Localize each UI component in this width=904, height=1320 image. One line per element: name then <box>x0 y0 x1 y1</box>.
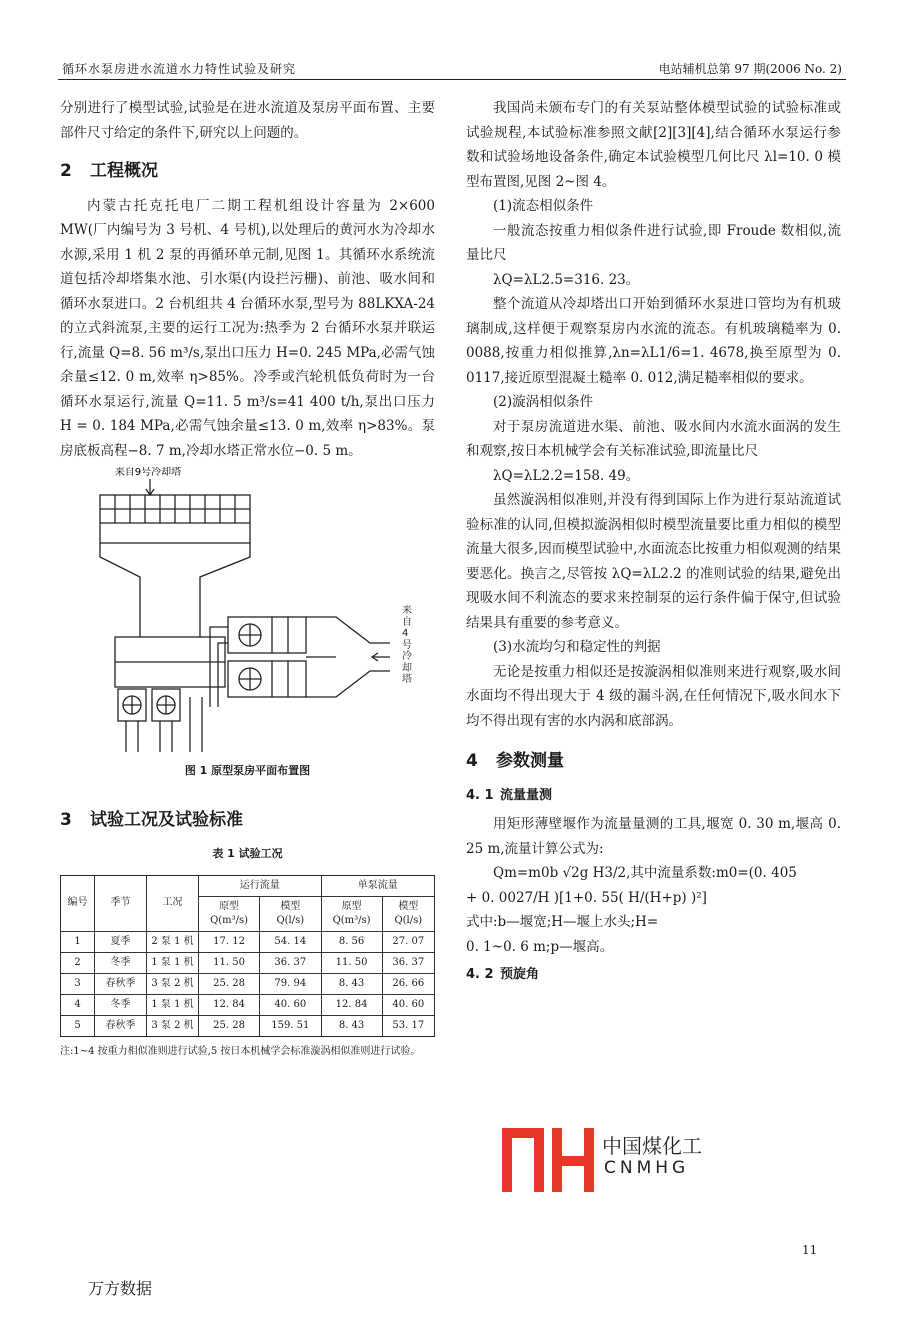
item-flow-similarity: (1)流态相似条件 <box>493 198 594 214</box>
roughness-paragraph: 整个流道从冷却塔出口开始到循环水泵进口管均为有机玻璃制成,这样便于观察泵房内水流的流态。有机玻璃糙率为 0. 0088,按重力相似推算,λn=λL1/6=1. 4678,换至原型为 0. 0117,接近原型混凝土糙率 0. 012,满足糙率相似的要求。 <box>466 296 841 386</box>
table-row <box>61 1015 435 1036</box>
table-cell: 3 泵 2 机 <box>147 1015 199 1036</box>
table-note: 注:1~4 按重力相似准则进行试验,5 按日本机械学会标准漩涡相似准则进行试验。 <box>60 1045 421 1057</box>
table-cell: 5 <box>61 1015 95 1036</box>
vortex-discussion-paragraph: 虽然漩涡相似准则,并没有得到国际上作为进行泵站流道试验标准的认同,但模拟漩涡相似时模型流量要比重力相似的模型流量大很多,因而模型试验中,水面流态比按重力相似观测的结果要恶化。换言之,尽管按 λQ=λL2.2 的准则试验的结果,避免出现吸水间不利流态的要求来控制泵的运行条件偏于保守,但试验结果具有重要的参考意义。 <box>466 492 841 631</box>
item-vortex-similarity: (2)漩涡相似条件 <box>493 394 594 410</box>
table-cell: 40. 60 <box>382 994 434 1015</box>
weir-paragraph: 用矩形薄壁堰作为流量量测的工具,堰宽 0. 30 m,堰高 0. 25 m,流量计算公式为: <box>466 816 841 857</box>
table-cell: 夏季 <box>95 931 147 952</box>
section-4-heading <box>466 749 841 774</box>
table-cell: 27. 07 <box>382 931 434 952</box>
formula-lambda-q-gravity: λQ=λL2.5=316. 23。 <box>493 271 640 288</box>
table-cell: 79. 94 <box>260 973 321 994</box>
figure-label-right: 来自4号冷却塔 <box>402 605 412 685</box>
section-number: 4 <box>466 751 478 771</box>
pump-house-layout-diagram <box>60 467 435 757</box>
section-title: 试验工况及试验标准 <box>90 809 243 830</box>
page-number: 11 <box>802 1243 818 1257</box>
col-header-mode: 工况 <box>147 875 199 931</box>
table-cell: 12. 84 <box>199 994 260 1015</box>
table-cell: 3 <box>61 973 95 994</box>
table-cell: 2 <box>61 952 95 973</box>
watermark-logo <box>500 1124 710 1196</box>
subsection-number: 4. 2 <box>466 967 494 982</box>
table-cell: 1 泵 1 机 <box>147 952 199 973</box>
header-journal-issue: 电站辅机总第 97 期(2006 No. 2) <box>658 62 842 76</box>
table-cell: 40. 60 <box>260 994 321 1015</box>
table-cell: 11. 50 <box>321 952 382 973</box>
table-cell: 54. 14 <box>260 931 321 952</box>
section-number: 2 <box>60 161 72 181</box>
watermark-english: CNMHG <box>604 1158 690 1178</box>
table-cell: 25. 28 <box>199 973 260 994</box>
col-header-proto: 原型 Q(m³/s) <box>199 896 260 931</box>
subsection-title: 流量量测 <box>500 787 553 803</box>
table-cell: 8. 56 <box>321 931 382 952</box>
table-cell: 2 泵 1 机 <box>147 931 199 952</box>
section-3-heading <box>60 808 435 833</box>
froude-paragraph: 一般流态按重力相似条件进行试验,即 Froude 数相似,流量比尺 <box>466 222 841 263</box>
table-cell: 36. 37 <box>382 952 434 973</box>
table-cell: 25. 28 <box>199 1015 260 1036</box>
table-cell: 17. 12 <box>199 931 260 952</box>
header-article-title: 循环水泵房进水流道水力特性试验及研究 <box>62 62 297 76</box>
table-cell: 春秋季 <box>95 973 147 994</box>
figure-1 <box>60 467 435 757</box>
left-column <box>60 96 435 1060</box>
table-cell: 8. 43 <box>321 1015 382 1036</box>
table-row <box>61 952 435 973</box>
col-header-season: 季节 <box>95 875 147 931</box>
table-cell: 1 <box>61 931 95 952</box>
cnmhg-logo-icon <box>500 1124 600 1196</box>
table-cell: 冬季 <box>95 952 147 973</box>
vortex-paragraph: 对于泵房流道进水渠、前池、吸水间内水流水面涡的发生和观察,按日本机械学会有关标准试验,即流量比尺 <box>466 418 841 459</box>
right-column <box>466 96 841 992</box>
subsection-title: 预旋角 <box>500 967 540 982</box>
table-cell: 4 <box>61 994 95 1015</box>
formula-range: 0. 1~0. 6 m;p—堰高。 <box>466 938 614 955</box>
section-2-heading <box>60 159 435 184</box>
standards-paragraph: 我国尚未颁布专门的有关泵站整体模型试验的试验标准或试验规程,本试验标准参照文献[2][3][4],结合循环水泵运行参数和试验场地设备条件,确定本试验模型几何比尺 λl=10. 0 模型布置图,见图 2~图 4。 <box>466 100 841 190</box>
formula-weir-flow: Qm=m0b √2g H3/2,其中流量系数:m0=(0. 405 <box>493 865 797 881</box>
table-cell: 159. 51 <box>260 1015 321 1036</box>
table-cell: 1 泵 1 机 <box>147 994 199 1015</box>
col-header-proto: 原型 Q(m³/s) <box>321 896 382 931</box>
table-cell: 春秋季 <box>95 1015 147 1036</box>
table-row <box>61 973 435 994</box>
col-header-model: 模型 Q(l/s) <box>260 896 321 931</box>
formula-variables: 式中:b—堰宽;H—堰上水头;H= <box>466 914 659 930</box>
formula-weir-coefficient: + 0. 0027/H )[1+0. 55( H/(H+p) )²] <box>466 889 707 906</box>
section-number: 3 <box>60 809 72 830</box>
subsection-number: 4. 1 <box>466 787 494 803</box>
test-conditions-table <box>60 875 435 1037</box>
table-cell: 36. 37 <box>260 952 321 973</box>
section-title: 参数测量 <box>496 751 564 771</box>
table-cell: 3 泵 2 机 <box>147 973 199 994</box>
project-overview-paragraph: 内蒙古托克托电厂二期工程机组设计容量为 2×600 MW(厂内编号为 3 号机、4 号机),以处理后的黄河水为冷却水水源,采用 1 机 2 泵的再循环单元制,见图 1。其循环水系统流道包括冷却塔集水池、引水渠(内设拦污栅)、前池、吸水间和循环水泵进口。2 台机组共 4 台循环水泵,型号为 88LKXA-24 的立式斜流泵,主要的运行工况为:热季为 2 台循环水泵并联运行,流量 Q=8. 56 m³/s,泵出口压力 H=0. 245 MPa,必需气蚀余量≤12. 0 m,效率 η>85%。冷季或汽轮机低负荷时为一台循环水泵运行,流量 Q=11. 5 m³/s=41 400 t/h,泵出口压力 H = 0. 184 MPa,必需气蚀余量≤13. 0 m,效率 η>83%。泵房底板高程−8. 7 m,冷却水塔正常水位−0. 5 m。 <box>60 197 435 459</box>
figure-1-caption: 图 1 原型泵房平面布置图 <box>184 764 311 777</box>
table-cell: 26. 66 <box>382 973 434 994</box>
formula-lambda-q-vortex: λQ=λL2.2=158. 49。 <box>493 467 640 484</box>
table-cell: 53. 17 <box>382 1015 434 1036</box>
col-header-no: 编号 <box>61 875 95 931</box>
table-cell: 11. 50 <box>199 952 260 973</box>
col-header-model: 模型 Q(l/s) <box>382 896 434 931</box>
running-header <box>58 58 846 80</box>
col-header-run-flow: 运行流量 <box>199 875 322 896</box>
table-row <box>61 931 435 952</box>
subsection-4-1-heading <box>466 784 841 809</box>
intro-paragraph: 分别进行了模型试验,试验是在进水流道及泵房平面布置、主要部件尺寸给定的条件下,研究以上问题的。 <box>60 100 435 141</box>
watermark-chinese: 中国煤化工 <box>602 1134 702 1158</box>
table-cell: 8. 43 <box>321 973 382 994</box>
table-cell: 12. 84 <box>321 994 382 1015</box>
col-header-single-flow: 单泵流量 <box>321 875 435 896</box>
source-label: 万方数据 <box>88 1279 153 1298</box>
table-1-title: 表 1 试验工况 <box>212 847 283 860</box>
figure-label-top: 来自9号冷却塔 <box>114 467 182 478</box>
table-cell: 冬季 <box>95 994 147 1015</box>
table-row <box>61 994 435 1015</box>
uniformity-paragraph: 无论是按重力相似还是按漩涡相似准则来进行观察,吸水间水面均不得出现大于 4 级的漏斗涡,在任何情况下,吸水间水下均不得出现有害的水内涡和底部涡。 <box>466 663 841 729</box>
subsection-4-2-heading <box>466 963 841 988</box>
item-uniformity: (3)水流均匀和稳定性的判据 <box>493 639 661 655</box>
section-title: 工程概况 <box>90 161 158 181</box>
table-body <box>61 931 435 1036</box>
